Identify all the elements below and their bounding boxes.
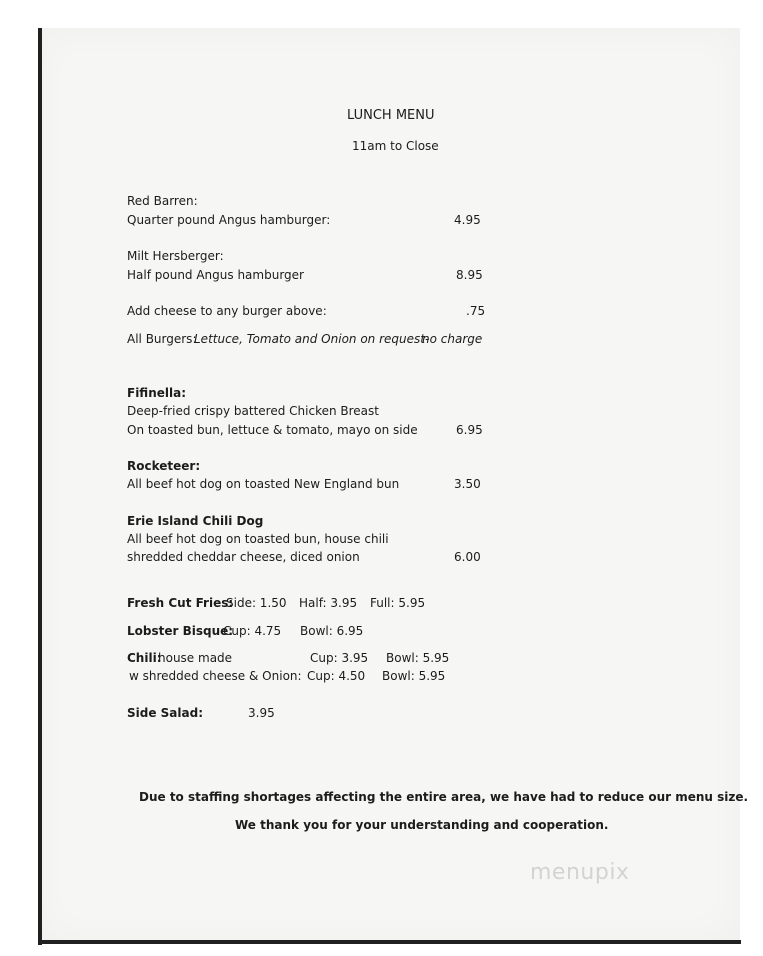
item-price-chili-dog: 6.00 — [454, 550, 481, 564]
all-burgers-charge: no charge — [422, 332, 483, 346]
fries-side-price: Side: 1.50 — [226, 596, 287, 610]
item-name-red-barren: Red Barren: — [127, 194, 198, 208]
page-edge-bottom — [38, 940, 741, 944]
item-price-rocketeer: 3.50 — [454, 477, 481, 491]
item-name-rocketeer: Rocketeer: — [127, 459, 201, 473]
fries-full-price: Full: 5.95 — [370, 596, 426, 610]
item-name-fifinella: Fifinella: — [127, 386, 187, 400]
item-price-fifinella: 6.95 — [456, 423, 483, 437]
item-desc-rocketeer: All beef hot dog on toasted New England bun — [127, 477, 400, 491]
chili-bowl-price: Bowl: 5.95 — [386, 651, 450, 665]
item-desc-red-barren: Quarter pound Angus hamburger: — [127, 213, 331, 227]
item-desc-fifinella-1: Deep-fried crispy battered Chicken Breast — [127, 404, 379, 418]
chili-cheese-bowl-price: Bowl: 5.95 — [382, 669, 446, 683]
menu-title: LUNCH MENU — [347, 108, 435, 123]
chili-cup-price: Cup: 3.95 — [310, 651, 369, 665]
item-name-side-salad: Side Salad: — [127, 706, 204, 720]
menu-hours: 11am to Close — [352, 139, 439, 153]
item-price-milt-hersberger: 8.95 — [456, 268, 483, 282]
item-price-red-barren: 4.95 — [454, 213, 481, 227]
item-name-milt-hersberger: Milt Hersberger: — [127, 249, 224, 263]
staffing-notice: Due to staffing shortages affecting the entire area, we have had to reduce our menu size. — [139, 790, 749, 804]
page-edge-left — [38, 28, 42, 945]
all-burgers-toppings: Lettuce, Tomato and Onion on request- — [194, 332, 430, 346]
bisque-bowl-price: Bowl: 6.95 — [300, 624, 364, 638]
chili-cheese-cup-price: Cup: 4.50 — [307, 669, 366, 683]
item-desc-milt-hersberger: Half pound Angus hamburger — [127, 268, 304, 282]
chili-with-cheese-desc: w shredded cheese & Onion: — [129, 669, 302, 683]
item-name-chili-dog: Erie Island Chili Dog — [127, 514, 264, 528]
all-burgers-label: All Burgers: — [127, 332, 197, 346]
side-salad-price: 3.95 — [248, 706, 275, 720]
item-name-lobster-bisque: Lobster Bisque: — [127, 624, 234, 638]
fries-half-price: Half: 3.95 — [299, 596, 358, 610]
add-cheese-price: .75 — [466, 304, 486, 318]
item-name-chili: Chili: — [127, 651, 162, 665]
item-desc-fifinella-2: On toasted bun, lettuce & tomato, mayo on side — [127, 423, 418, 437]
watermark-logo: menupix — [530, 860, 630, 885]
item-name-fries: Fresh Cut Fries: — [127, 596, 234, 610]
chili-house-made: house made — [158, 651, 233, 665]
thank-you-note: We thank you for your understanding and cooperation. — [235, 818, 609, 832]
item-desc-chili-dog-2: shredded cheddar cheese, diced onion — [127, 550, 360, 564]
item-desc-chili-dog-1: All beef hot dog on toasted bun, house chili — [127, 532, 389, 546]
bisque-cup-price: Cup: 4.75 — [223, 624, 282, 638]
add-cheese-desc: Add cheese to any burger above: — [127, 304, 327, 318]
